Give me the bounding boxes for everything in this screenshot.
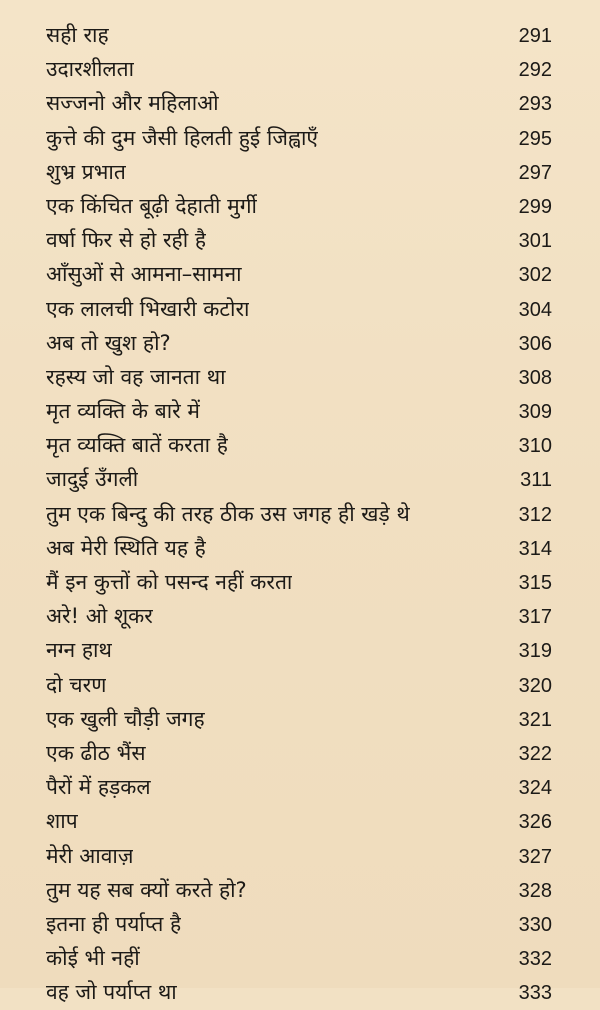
toc-entry-page-number: 321 [518, 708, 552, 731]
toc-entry [46, 257, 552, 291]
toc-entry-title: वर्षा फिर से हो रही है [46, 228, 206, 253]
toc-entry [46, 326, 552, 360]
toc-entry-page-number: 299 [518, 195, 552, 218]
toc-entry-page-number: 292 [518, 59, 552, 82]
toc-entry-title: अब तो खुश हो? [46, 330, 171, 355]
toc-entry-page-number: 317 [518, 606, 552, 629]
toc-entry-page-number: 332 [518, 948, 552, 971]
toc-entry-page-number: 293 [518, 93, 552, 116]
toc-entry-page-number: 326 [518, 811, 552, 834]
toc-entry-page-number: 291 [518, 25, 552, 47]
toc-entry [46, 155, 552, 189]
toc-entry-title: मृत व्यक्ति बातें करता है [46, 433, 228, 458]
toc-entry-page-number: 322 [518, 742, 552, 765]
toc-entry-page-number: 320 [518, 674, 552, 697]
toc-entry-title: पैरों में हड़कल [46, 775, 151, 800]
toc-entry-page-number: 297 [518, 161, 552, 184]
toc-entry [46, 873, 552, 907]
toc-entry-page-number: 319 [518, 640, 552, 663]
toc-entry-page-number: 327 [518, 845, 552, 868]
toc-entry [46, 189, 552, 223]
toc-entry-title: दो चरण [46, 672, 107, 697]
toc-entry-page-number: 308 [518, 366, 552, 389]
toc-entry-page-number: 306 [518, 332, 552, 355]
toc-entry [46, 223, 552, 257]
toc-entry-title: एक किंचित बूढ़ी देहाती मुर्गी [46, 193, 257, 218]
toc-entry-title: कोई भी नहीं [46, 946, 140, 971]
toc-entry-title: वह जो पर्याप्त था [46, 980, 177, 1005]
toc-entry [46, 428, 552, 462]
toc-entry [46, 394, 552, 428]
toc-entry-title: एक ढीठ भैंस [46, 740, 146, 765]
toc-entry-title: उदारशीलता [46, 57, 135, 82]
toc-entry-page-number: 314 [518, 537, 552, 560]
toc-entry [46, 599, 552, 633]
toc-entry-title: एक लालची भिखारी कटोरा [46, 296, 250, 321]
toc-entry [46, 941, 552, 975]
toc-entry-page-number: 330 [518, 913, 552, 936]
toc-entry [46, 770, 552, 804]
toc-entry-title: तुम यह सब क्यों करते हो? [46, 877, 247, 902]
toc-entry [46, 360, 552, 394]
toc-entry [46, 18, 552, 52]
toc-entry-page-number: 315 [518, 572, 552, 594]
toc-entry [46, 736, 552, 770]
toc-entry [46, 52, 552, 86]
toc-entry [46, 633, 552, 667]
toc-entry-title: नग्न हाथ [46, 638, 112, 663]
toc-entry-title: अब मेरी स्थिति यह है [46, 535, 206, 560]
toc-entry [46, 975, 552, 1009]
toc-entry-title: जादुई उँगली [46, 467, 139, 492]
toc-entry-page-number: 333 [518, 982, 552, 1005]
toc-entry-page-number: 295 [518, 127, 552, 150]
toc-entry-page-number: 310 [518, 435, 552, 458]
toc-entry-page-number: 311 [520, 469, 552, 492]
toc-entry-title: एक खुली चौड़ी जगह [46, 706, 205, 731]
toc-entry-page-number: 312 [518, 503, 552, 526]
toc-entry-title: शुभ्र प्रभात [46, 159, 126, 184]
toc-entry [46, 292, 552, 326]
toc-entry-title: रहस्य जो वह जानता था [46, 364, 226, 389]
table-of-contents [46, 18, 552, 1009]
toc-entry-title: इतना ही पर्याप्त है [46, 911, 182, 936]
toc-entry-title: मृत व्यक्ति के बारे में [46, 399, 200, 424]
toc-entry [46, 121, 552, 155]
toc-entry-page-number: 328 [518, 879, 552, 902]
toc-entry-page-number: 304 [518, 298, 552, 321]
toc-entry-title: अरे! ओ शूकर [46, 604, 153, 629]
toc-entry-title: कुत्ते की दुम जैसी हिलती हुई जिह्वाएँ [46, 125, 319, 150]
toc-entry-page-number: 302 [518, 264, 552, 287]
toc-entry [46, 462, 552, 496]
toc-entry-title: शाप [46, 809, 78, 834]
toc-entry [46, 804, 552, 838]
toc-entry [46, 86, 552, 120]
toc-entry-page-number: 301 [518, 230, 552, 253]
toc-entry [46, 702, 552, 736]
toc-entry [46, 839, 552, 873]
toc-entry-title: मैं इन कुत्तों को पसन्द नहीं करता [46, 570, 293, 594]
toc-entry [46, 531, 552, 565]
toc-entry-page-number: 309 [518, 401, 552, 424]
toc-entry-title: सही राह [46, 23, 109, 47]
toc-entry-title: सज्जनो और महिलाओ [46, 91, 219, 116]
toc-entry [46, 565, 552, 599]
toc-entry [46, 497, 552, 531]
toc-entry [46, 907, 552, 941]
toc-entry-title: आँसुओं से आमना–सामना [46, 262, 242, 287]
toc-entry [46, 668, 552, 702]
toc-entry-page-number: 324 [518, 777, 552, 800]
toc-entry-title: तुम एक बिन्दु की तरह ठीक उस जगह ही खड़े थे [46, 501, 410, 526]
toc-entry-title: मेरी आवाज़ [46, 843, 134, 868]
